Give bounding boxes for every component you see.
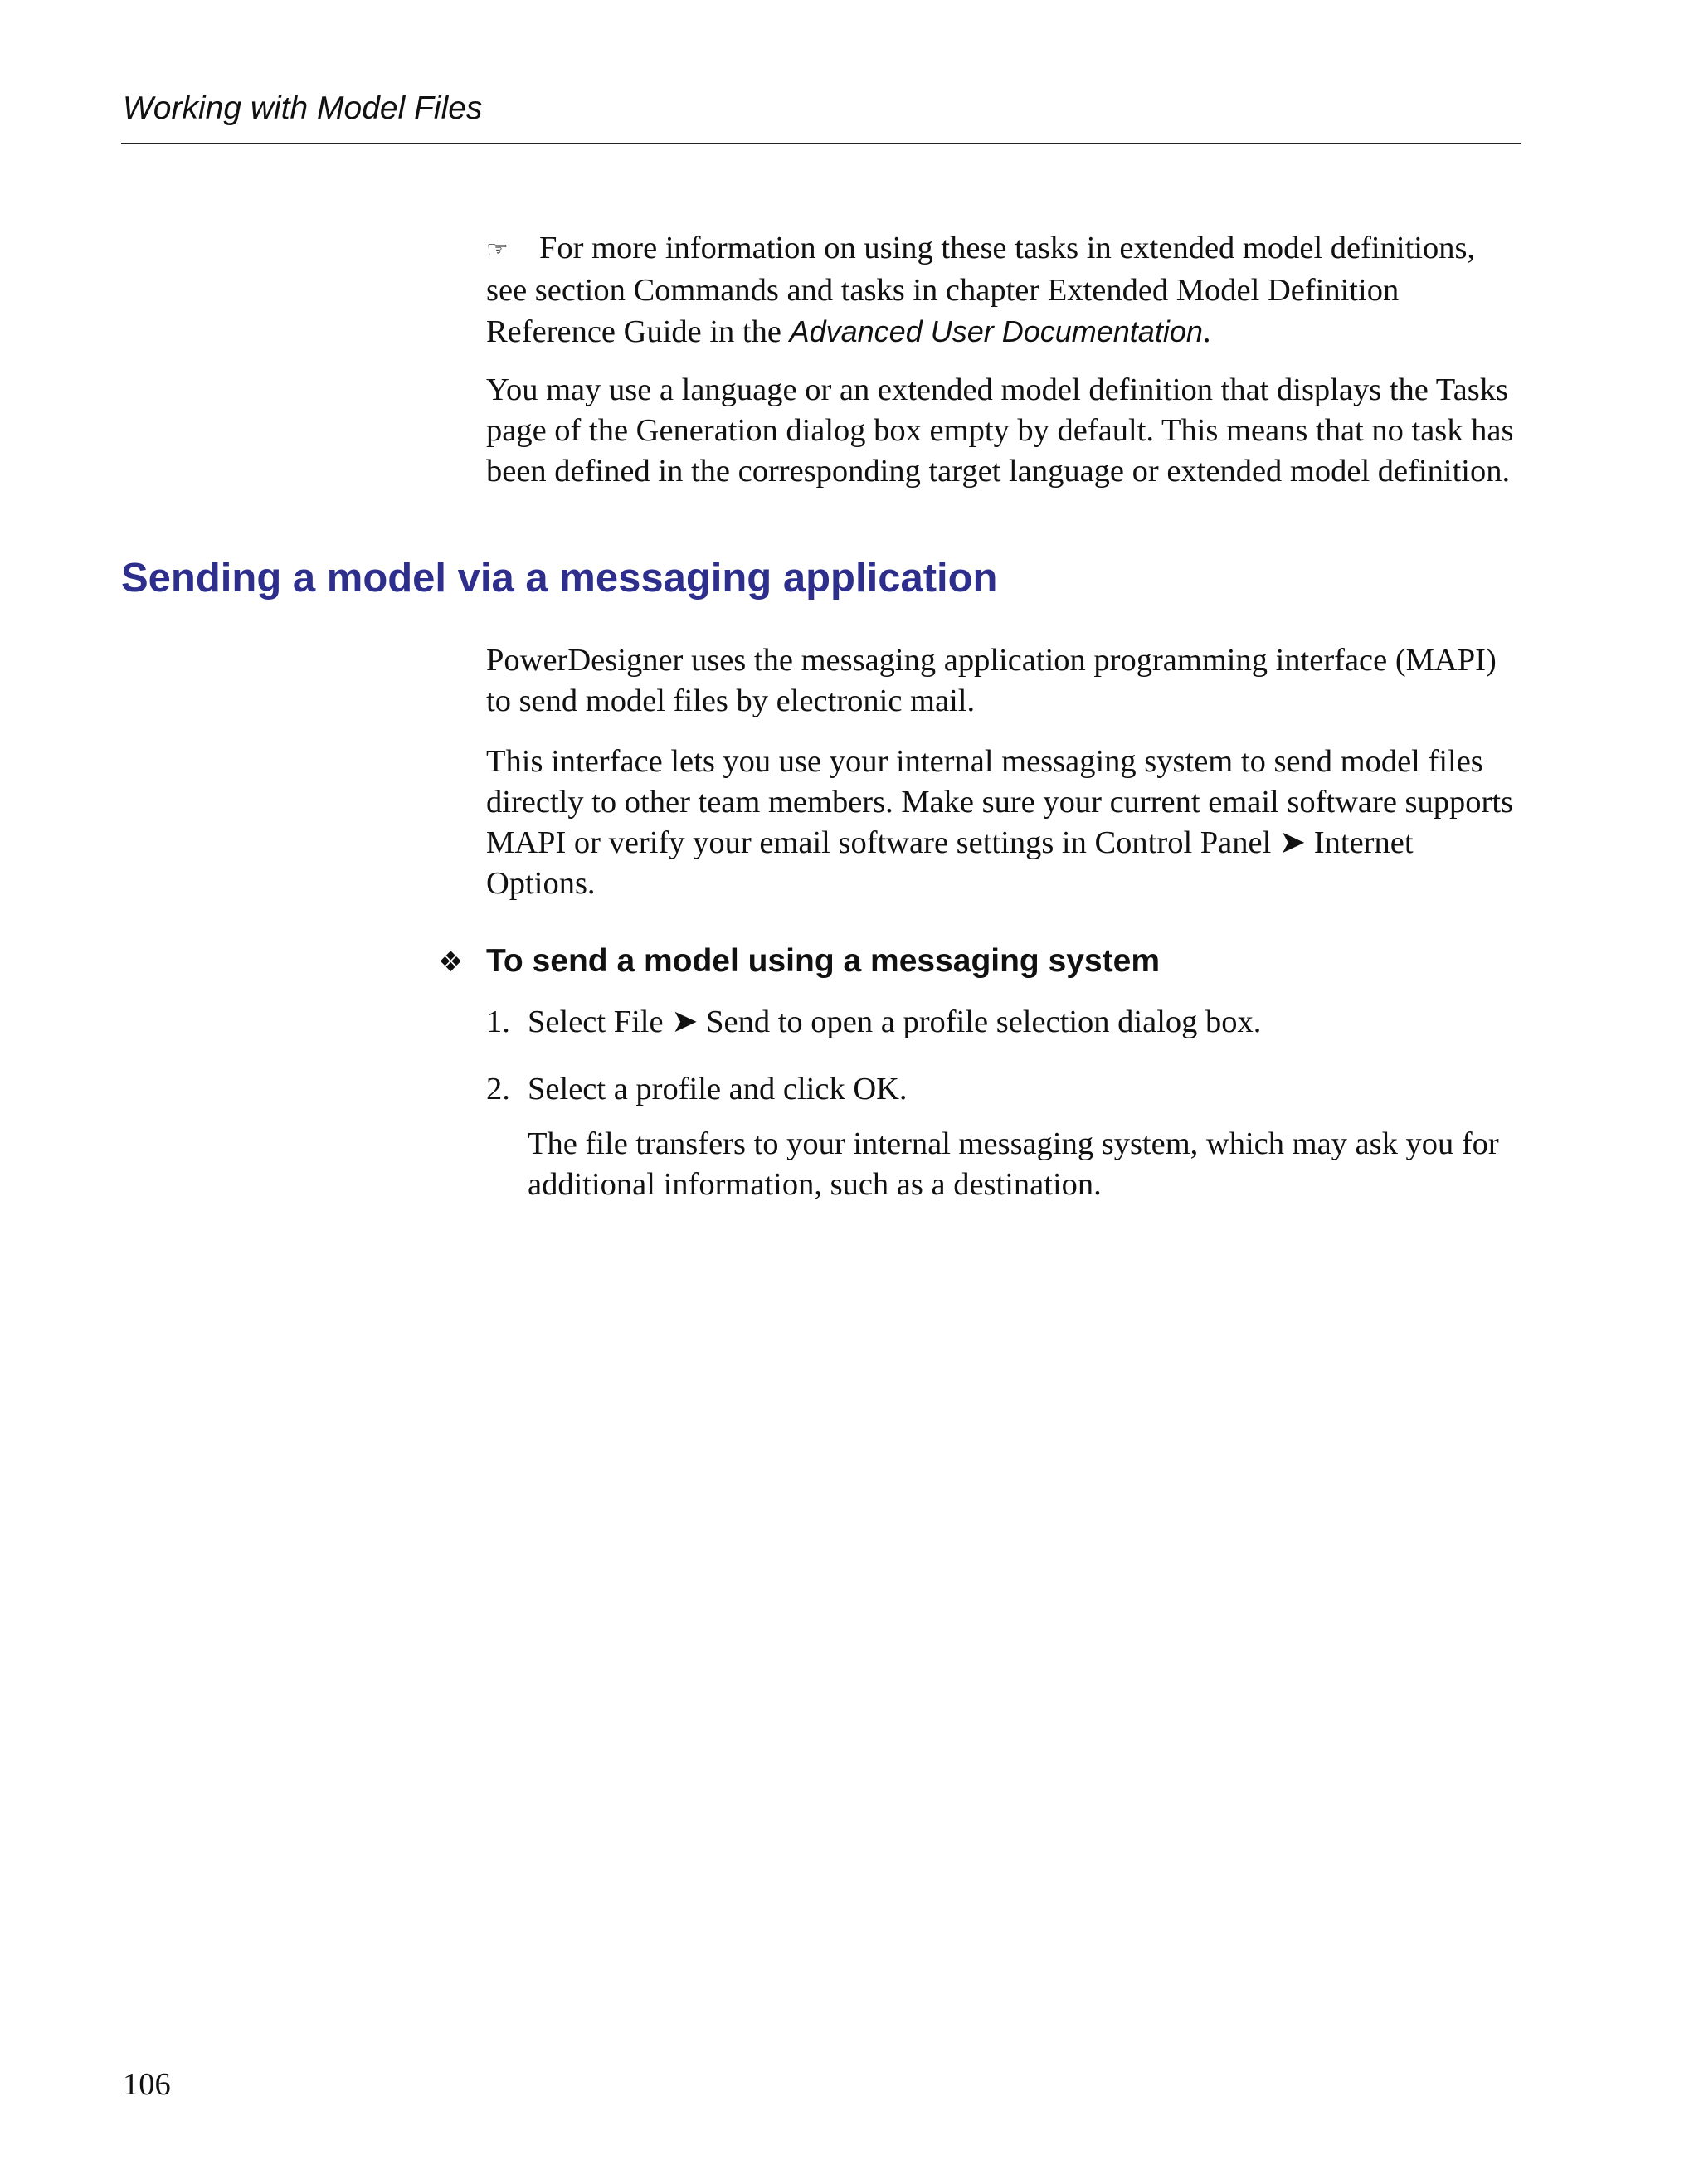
step-result: The file transfers to your internal messaging system, which may ask you for additional information, such as a destination. — [528, 1126, 1499, 1202]
paragraph-interface: This interface lets you use your internal messaging system to send model files directly to other team members. Make sure your current email software supports MAPI or verify your email software settings in Control Panel ➤ Internet Options. — [486, 744, 1514, 901]
diamond-bullet-icon: ❖ — [438, 946, 464, 979]
paragraph-mapi: PowerDesigner uses the messaging application programming interface (MAPI) to send model files by electronic mail. — [486, 643, 1497, 718]
procedure-heading — [438, 942, 1160, 981]
note-doc-title: Advanced User Documentation — [789, 314, 1203, 348]
cross-reference-note — [486, 228, 1523, 353]
note-end: . — [1202, 314, 1211, 349]
note-text: For more information on using these tasks in extended model definitions, see section Commands and tasks in chapter Extended Model Definition Reference Guide in the — [486, 231, 1476, 349]
step-number: 1. — [486, 1004, 510, 1039]
pointing-hand-icon: ☞ — [486, 236, 509, 265]
step-text: Select File ➤ Send to open a profile selection dialog box. — [528, 1004, 1262, 1039]
header-rule — [121, 143, 1521, 144]
running-header: Working with Model Files — [123, 90, 483, 126]
step-text: Select a profile and click OK. — [528, 1072, 908, 1107]
page-number: 106 — [123, 2067, 171, 2102]
section-heading: Sending a model via a messaging application — [121, 556, 998, 601]
procedure-step-2 — [486, 1069, 1523, 1110]
procedure-heading-text: To send a model using a messaging system — [486, 943, 1161, 979]
procedure-step-1 — [486, 1002, 1523, 1043]
paragraph-default-tasks: You may use a language or an extended model definition that displays the Tasks page of the Generation dialog box empty by default. This means that no task has been defined in the corresponding target language or extended model definition. — [486, 372, 1514, 489]
step-number: 2. — [486, 1072, 510, 1107]
